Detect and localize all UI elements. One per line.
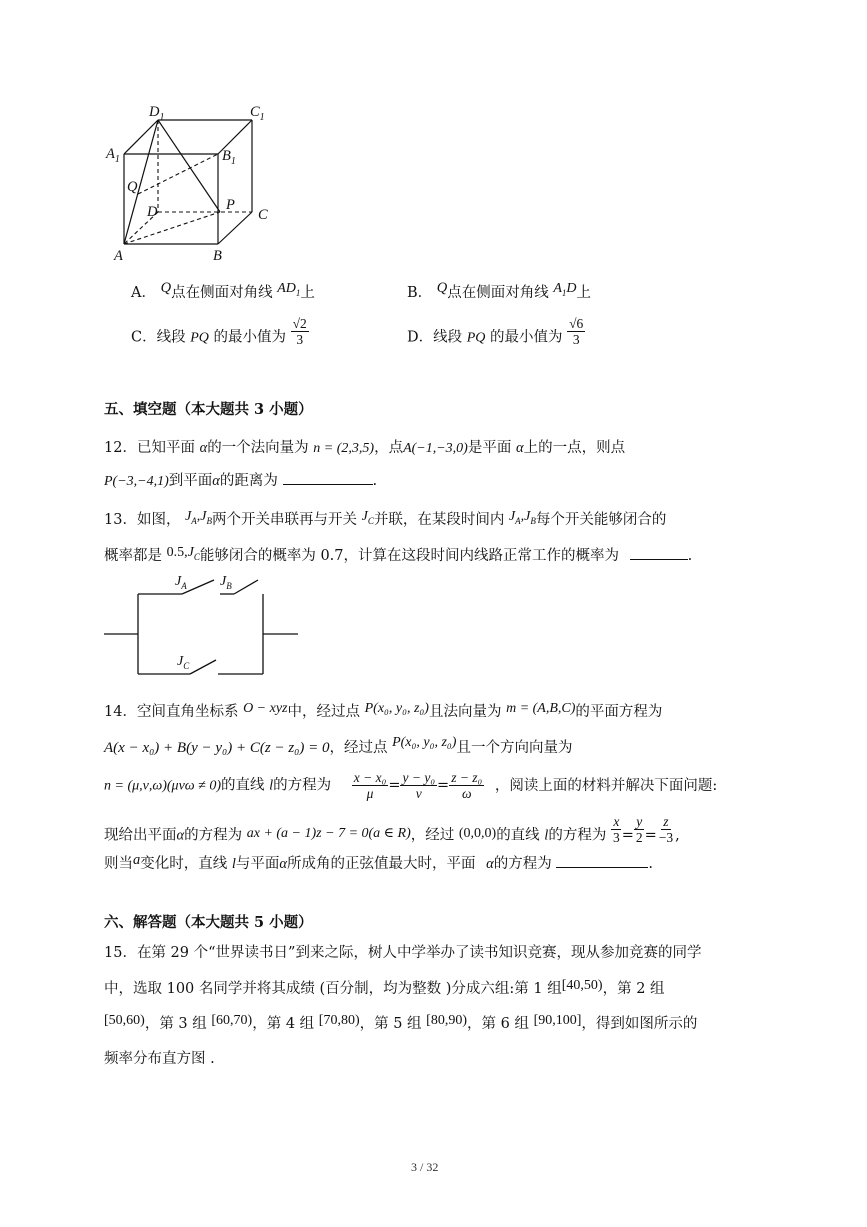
circuit-label-ja: $J_A$ — [175, 574, 187, 591]
label-a: A — [114, 248, 123, 264]
q13-answer-blank[interactable] — [630, 545, 688, 560]
label-b: B — [213, 248, 222, 264]
q12-answer-blank[interactable] — [283, 470, 373, 485]
q12-line2: P(−3,−4,1)到平面α的距离为 . — [104, 470, 377, 492]
label-a1: $A_1$ — [106, 146, 120, 165]
option-d: D．线段 PQ 的最小值为 $\frac{√6}{3}$ — [407, 316, 584, 347]
option-b: B． Q点在侧面对角线 $A_1D$上 — [407, 280, 592, 301]
label-p: P — [226, 197, 235, 213]
circuit-label-jc: $J_C$ — [177, 654, 190, 671]
q14-line4: 现给出平面α的方程为 ax + (a − 1)z − 7 = 0(a ∈ R)，经过 (0,0,0)的直线 l的方程为 $\frac{x}{3}$ = $\frac{y}{2}$ = $\frac{z}{-3}$ , — [104, 814, 680, 845]
q14-line3: n = (μ,ν,ω)(μνω ≠ 0)的直线 l的方程为 $\frac{\text{x − x₀}}{\mu}$ = $\frac{\text{y − y₀}}{\nu}$ = $\frac{\text{z − z₀}}{\omega}$ ，阅读上面的材料并解决下面问题: — [104, 770, 718, 801]
q13-line2: 概率都是 $0.5,J_C$能够闭合的概率为 0.7，计算在这段时间内线路正常工作的概率为 . — [104, 545, 693, 564]
label-b1: $B_1$ — [222, 148, 236, 167]
label-d: D — [147, 204, 158, 220]
q15-line4: 频率分布直方图 . — [104, 1051, 215, 1067]
circuit-diagram — [100, 570, 305, 680]
page-number: 3 / 32 — [411, 1160, 439, 1174]
label-q: Q — [127, 179, 138, 195]
q14-line1: 14．空间直角坐标系 O − xyz中，经过点 P(x₀, y₀, z₀)且法向量为 m = (A,B,C)的平面方程为 — [104, 701, 663, 720]
q14-line5: 则当a变化时，直线 l与平面α所成角的正弦值最大时，平面 α的方程为 . — [104, 852, 653, 872]
section-title-5: 五、填空题（本大题共 3 小题） — [104, 401, 313, 418]
q15-line3: [50,60)，第 3 组 [60,70)，第 4 组 [70,80)，第 5 组 [80,90)，第 6 组 [90,100]，得到如图所示的 — [104, 1013, 698, 1032]
q14-line2: A(x − x₀) + B(y − y₀) + C(z − z₀) = 0，经过点 P(x₀, y₀, z₀)且一个方向向量为 — [104, 735, 573, 756]
label-c: C — [258, 207, 268, 223]
q15-line2: 中，选取 100 名同学并将其成绩 (百分制，均为整数 )分成六组:第 1 组[40,50)，第 2 组 — [104, 978, 665, 997]
circuit-label-jb: $J_B$ — [220, 574, 232, 591]
section-title-6: 六、解答题（本大题共 5 小题） — [104, 914, 313, 931]
label-c1: $C_1$ — [250, 104, 265, 123]
q15-line1: 15．在第 29 个“世界读书日”到来之际，树人中学举办了读书知识竞赛，现从参加竞赛的同学 — [104, 945, 702, 961]
q13-line1: 13．如图， $J_A,J_B$两个开关串联再与开关 $J_C$并联，在某段时间内 $J_A,J_B$每个开关能够闭合的 — [104, 509, 667, 528]
option-c: C．线段 PQ 的最小值为 $\frac{√2}{3}$ — [131, 316, 307, 347]
q14-answer-blank[interactable] — [556, 853, 648, 868]
q12-line1: 12．已知平面 α的一个法向量为 n = (2,3,5)，点A(−1,−3,0)是平面 α上的一点，则点 — [104, 440, 626, 456]
option-a: A． Q点在侧面对角线 $AD_1$上 — [131, 280, 315, 301]
label-d1: $D_1$ — [149, 104, 165, 123]
